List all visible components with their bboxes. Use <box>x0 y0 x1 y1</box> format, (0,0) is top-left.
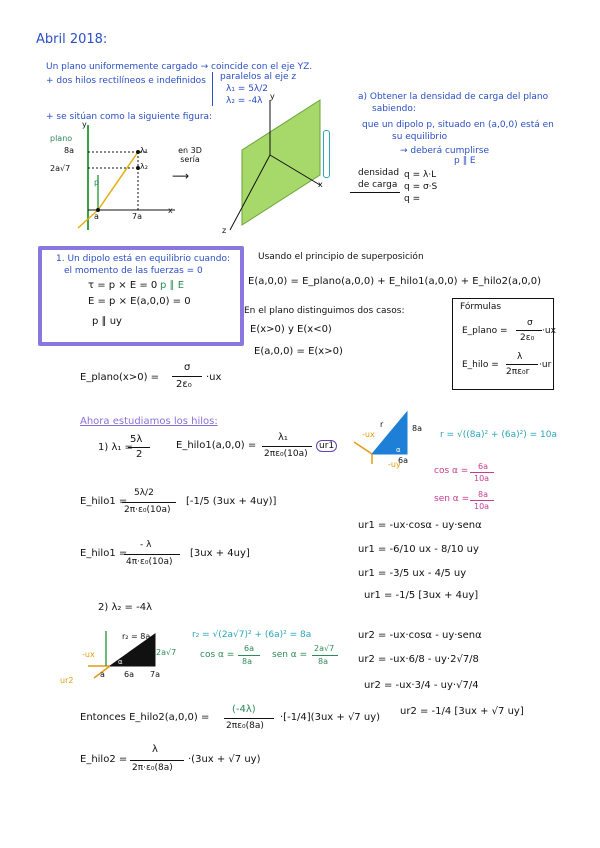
superpos-case-eq2: E(a,0,0) = E(x>0) <box>254 346 343 357</box>
ehilo1-a-lhs: E_hilo1 = <box>80 496 128 507</box>
sen1-num: 8a <box>478 490 488 499</box>
intro-lambda2: λ₂ = -4λ <box>226 96 263 106</box>
plane-3d <box>242 100 320 225</box>
fig-7a-label: 7a <box>132 212 142 221</box>
formulas-title: Fórmulas <box>460 302 502 312</box>
fig-3d <box>220 95 340 235</box>
wire-cylinder <box>323 130 330 178</box>
fig2-2a7: 2a√7 <box>156 648 177 657</box>
cos1-bar <box>470 472 494 473</box>
intro-line1: Un plano uniformemente cargado → coincide con el eje YZ. <box>46 62 313 72</box>
formula-plano-bar <box>516 330 542 331</box>
superpos-cases-eq: E(x>0) y E(x<0) <box>250 324 332 335</box>
sen1-bar <box>470 500 494 501</box>
question-line3: que un dipolo p, situado en (a,0,0) está en <box>362 120 554 130</box>
sen1-lhs: sen α = <box>434 494 470 504</box>
density-r1: q = λ·L <box>404 170 437 180</box>
sen2-lhs: sen α = <box>272 650 308 660</box>
ehilo1-point-lhs: E_hilo1(a,0,0) = <box>176 440 257 451</box>
formula-hilo-lhs: E_hilo = <box>462 360 499 370</box>
entonces-bar <box>224 718 274 719</box>
ehilo1-point-num: λ₁ <box>278 432 288 443</box>
fig-a-label: a <box>94 212 99 221</box>
box-line3b: p ∥ E <box>160 280 185 291</box>
formula-hilo-u: ·ur <box>539 360 552 370</box>
ehilo1-a-rhs: [-1/5 (3ux + 4uy)] <box>186 496 277 507</box>
box-line4: E = p × E(a,0,0) = 0 <box>88 296 191 307</box>
fig-p-label: p <box>94 178 100 187</box>
superpos-cases: En el plano distinguimos dos casos: <box>244 306 405 316</box>
formula-plano-u: ·ux <box>542 326 556 336</box>
ur2-line1: ur2 = -ux·cosα - uy·senα <box>358 630 482 641</box>
eplano-bar <box>172 376 202 377</box>
entonces-den: 2πε₀(8a) <box>226 721 264 731</box>
ehilo1-a-den: 2π·ε₀(10a) <box>124 505 171 515</box>
eplano-lhs: E_plano(x>0) = <box>80 372 160 383</box>
section-hilos-title: Ahora estudiamos los hilos: <box>80 416 218 427</box>
ehilo1-b-den: 4π·ε₀(10a) <box>126 557 173 567</box>
cos2-den: 8a <box>242 657 252 666</box>
fig-3d-arrow-label: en 3D sería <box>178 146 202 165</box>
entonces-lhs: Entonces E_hilo2(a,0,0) = <box>80 712 210 723</box>
sen2-den: 8a <box>318 657 328 666</box>
item1-bar <box>128 447 150 448</box>
formula-hilo-num: λ <box>517 352 523 362</box>
fig2-6a: 6a <box>124 670 134 679</box>
fig2-ux: -ux <box>82 650 95 659</box>
ehilo1-a-bar <box>122 502 176 503</box>
fig1-r: r <box>380 420 384 429</box>
cos1-num: 6a <box>478 462 488 471</box>
cos2-bar <box>238 655 260 656</box>
fig2-ur2: ur2 <box>60 676 74 685</box>
intro-line3: + se sitúan como la siguiente figura: <box>46 112 213 122</box>
sen2-num: 2a√7 <box>314 644 335 653</box>
ur2-line2: ur2 = -ux·6/8 - uy·2√7/8 <box>358 654 479 665</box>
final-rhs: ·(3ux + √7 uy) <box>188 754 261 765</box>
question-line2: sabiendo: <box>372 104 416 114</box>
cos2-num: 6a <box>244 644 254 653</box>
box-line2: el momento de las fuerzas = 0 <box>64 266 203 276</box>
final-num: λ <box>152 744 158 755</box>
fig3d-z: z <box>222 226 227 235</box>
fig2-alpha: α <box>118 658 123 666</box>
intro-paralelos: paralelos al eje z <box>220 72 297 82</box>
ur1-line2: ur1 = -6/10 ux - 8/10 uy <box>358 544 479 555</box>
fig-lambda2-label: λ₂ <box>140 162 148 171</box>
formula-plano-lhs: E_plano = <box>462 326 508 336</box>
fig-8a-label: 8a <box>64 146 74 155</box>
ur1-line3: ur1 = -3/5 ux - 4/5 uy <box>358 568 467 579</box>
density-label2: de carga <box>358 180 398 190</box>
question-line4: su equilibrio <box>392 132 448 142</box>
entonces-num: (-4λ) <box>232 704 256 715</box>
fig2-r2: r₂ = 8a <box>122 632 151 641</box>
ux-neg-arrow-1 <box>354 442 372 454</box>
box-line3: τ = p × E = 0 <box>88 280 158 291</box>
formula-plano-num: σ <box>527 318 533 328</box>
ur1-circled: ur1 <box>316 440 337 452</box>
fig1-6a: 6a <box>398 456 408 465</box>
fig1-uy: -uy <box>388 460 401 469</box>
final-lhs: E_hilo2 = <box>80 754 128 765</box>
cos2-lhs: cos α = <box>200 650 235 660</box>
ur1-line1: ur1 = -ux·cosα - uy·senα <box>358 520 482 531</box>
r2-eq: r₂ = √(2a√7)² + (6a)² = 8a <box>192 630 312 640</box>
sen2-bar <box>312 655 338 656</box>
item2: 2) λ₂ = -4λ <box>98 602 152 613</box>
question-line6: p ∥ E <box>454 156 476 166</box>
ehilo1-b-lhs: E_hilo1 = <box>80 548 128 559</box>
r1-eq: r = √((8a)² + (6a)²) = 10a <box>440 430 557 440</box>
ehilo1-point-den: 2πε₀(10a) <box>264 449 308 459</box>
fig3d-x: x <box>318 180 323 189</box>
density-r3: q = <box>404 194 421 204</box>
ehilo1-a-num: 5λ/2 <box>134 488 154 498</box>
fig-2a7-label: 2a√7 <box>50 164 71 173</box>
question-line1: a) Obtener la densidad de carga del plano <box>358 92 549 102</box>
final-den: 2π·ε₀(8a) <box>132 763 173 773</box>
sen1-den: 10a <box>474 502 490 511</box>
ur2-line4: ur2 = -1/4 [3ux + √7 uy] <box>400 706 524 717</box>
fig3d-y: y <box>270 92 275 101</box>
triangle-1 <box>372 412 407 454</box>
entonces-rhs: ·[-1/4](3ux + √7 uy) <box>280 712 381 723</box>
ehilo1-point-bar <box>262 446 312 447</box>
fig-plano-label: plano <box>50 134 73 143</box>
r1-line <box>98 152 138 210</box>
fig-y-label: y <box>82 120 87 129</box>
fig1-ux: -ux <box>362 430 375 439</box>
formula-hilo-bar <box>506 364 538 365</box>
item1-lhs: 1) λ₁ = <box>98 442 133 453</box>
date-heading: Abril 2018: <box>36 32 108 47</box>
cos1-den: 10a <box>474 474 490 483</box>
brace-divider <box>212 72 213 106</box>
superpos-title: Usando el principio de superposición <box>258 252 424 262</box>
fig1-8a: 8a <box>412 424 422 433</box>
formula-plano-den: 2ε₀ <box>520 333 535 343</box>
ehilo1-b-num: - λ <box>140 540 152 550</box>
final-bar <box>130 760 184 761</box>
density-underline <box>350 192 400 193</box>
intro-line2: + dos hilos rectilíneos e indefinidos <box>46 76 206 86</box>
eplano-num: σ <box>184 362 191 373</box>
density-r2: q = σ·S <box>404 182 438 192</box>
item1-num: 5λ <box>130 434 143 445</box>
cos1-lhs: cos α = <box>434 466 469 476</box>
intro-lambda1: λ₁ = 5λ/2 <box>226 84 269 94</box>
eplano-u: ·ux <box>206 372 222 383</box>
ehilo1-b-rhs: [3ux + 4uy] <box>190 548 250 559</box>
fig2-7a: 7a <box>150 670 160 679</box>
question-line5: → deberá cumplirse <box>400 146 490 156</box>
eplano-den: 2ε₀ <box>176 379 192 390</box>
fig2-a: a <box>100 670 105 679</box>
superpos-eq: E(a,0,0) = E_plano(a,0,0) + E_hilo1(a,0,0) + E_hilo2(a,0,0) <box>248 276 541 287</box>
fig-x-label: x <box>168 206 173 215</box>
density-label1: densidad <box>358 168 400 178</box>
item1-den: 2 <box>136 449 143 460</box>
ur1-line4: ur1 = -1/5 [3ux + 4uy] <box>364 590 479 601</box>
box-line5: p ∥ uy <box>92 316 122 327</box>
fig-lambda1-label: λ₁ <box>140 146 148 155</box>
ur2-line3: ur2 = -ux·3/4 - uy·√7/4 <box>364 680 479 691</box>
formula-hilo-den: 2πε₀r <box>506 367 530 377</box>
ehilo1-b-bar <box>124 554 180 555</box>
fig1-alpha: α <box>396 446 401 454</box>
right-arrow-icon: ⟶ <box>172 169 190 183</box>
box-line1: 1. Un dipolo está en equilibrio cuando: <box>56 254 230 264</box>
